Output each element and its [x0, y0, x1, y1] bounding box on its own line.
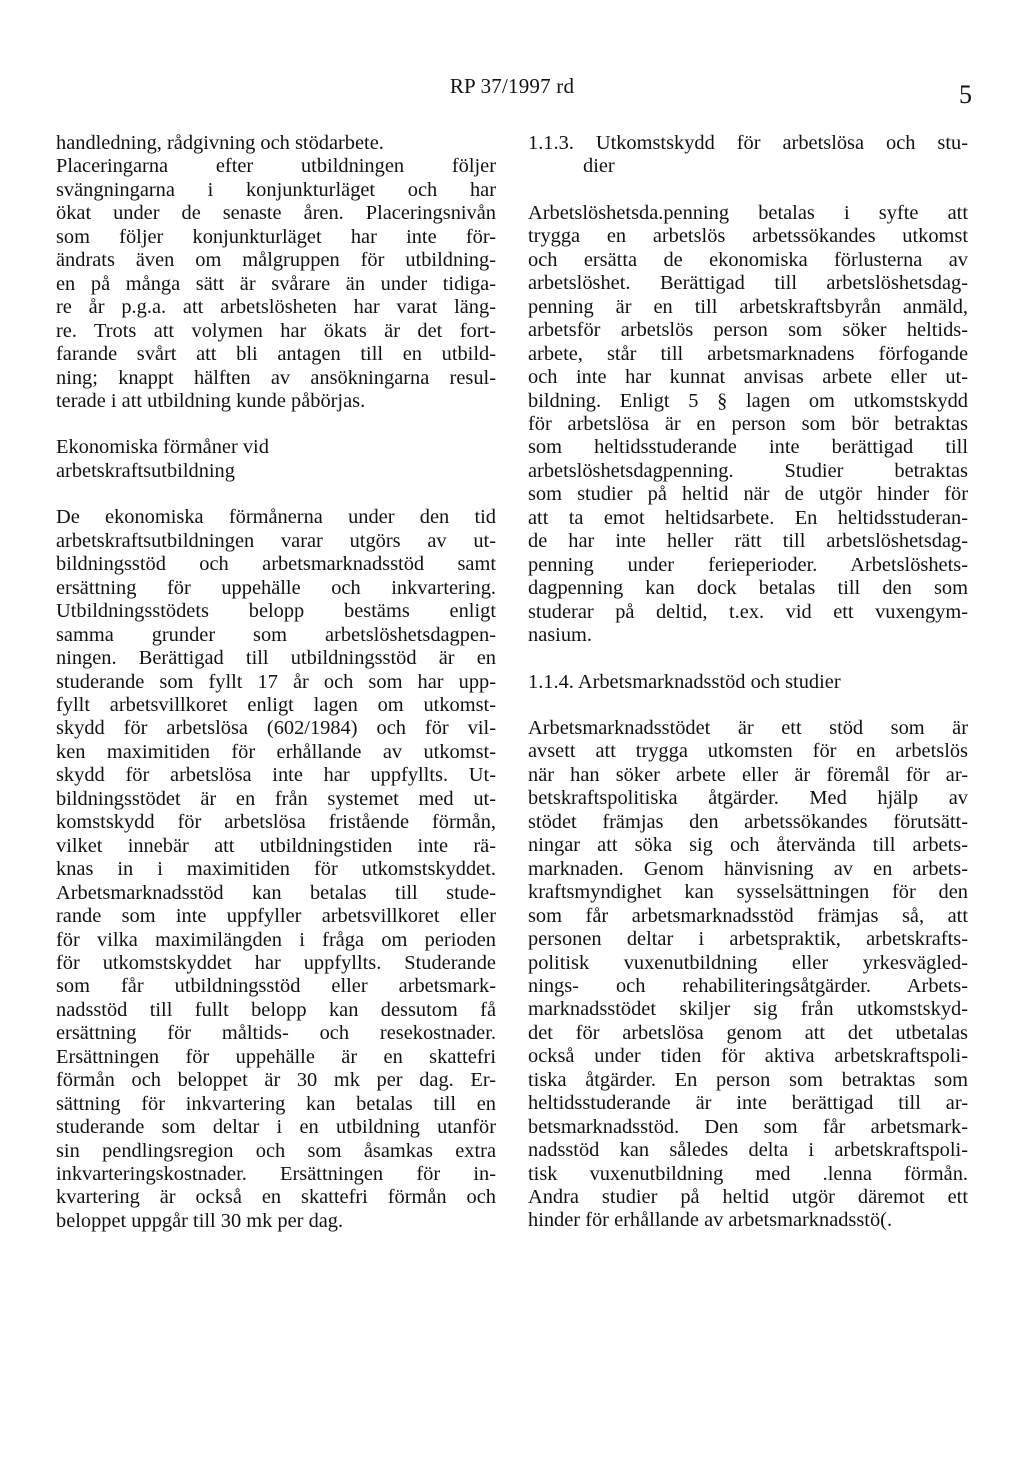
- text-line: studerande som fyllt 17 år och som har upp-: [56, 670, 496, 693]
- text-line: skydd för arbetslösa inte har uppfyllts. Ut-: [56, 764, 496, 787]
- text-line: arbete, står till arbetsmarknadens förfogande: [528, 342, 968, 365]
- text-line: inkvarteringskostnader. Ersättningen för in-: [56, 1163, 496, 1186]
- page-number: 5: [959, 80, 972, 109]
- text-line: som följer konjunkturläget har inte för-: [56, 225, 496, 248]
- text-line: skydd för arbetslösa (602/1984) och för vil-: [56, 717, 496, 740]
- text-line: studerar på deltid, t.ex. vid ett vuxengym-: [528, 600, 968, 623]
- paragraph-economic-benefits: [56, 506, 496, 1233]
- text-line: nasium.: [528, 624, 592, 647]
- text-line: fyllt arbetsvillkoret enligt lagen om utkomst-: [56, 693, 496, 716]
- paragraph-labour-market-support: [528, 717, 968, 1233]
- text-line: studerande som deltar i en utbildning utanför: [56, 1116, 496, 1139]
- text-line: ken maximitiden för erhållande av utkomst-: [56, 740, 496, 763]
- text-line: ning; knappt hälften av ansökningarna resul-: [56, 366, 496, 389]
- text-line: De ekonomiska förmånerna under den tid: [56, 506, 496, 529]
- text-line: nadsstöd kan således delta i arbetskraftspoli-: [528, 1139, 968, 1162]
- text-line: ökat under de senaste åren. Placeringsnivån: [56, 202, 496, 225]
- text-line: penning under ferieperioder. Arbetslöshets-: [528, 553, 968, 576]
- spacer: [528, 694, 968, 717]
- text-line: samma grunder som arbetslöshetsdagpen-: [56, 623, 496, 646]
- text-line: Utbildningsstödets belopp bestäms enligt: [56, 600, 496, 623]
- text-line: svängningarna i konjunkturläget och har: [56, 178, 496, 201]
- text-line: stödet främjas den arbetssökandes förutsätt-: [528, 810, 968, 833]
- text-line: beloppet uppgår till 30 mk per dag.: [56, 1209, 344, 1232]
- text-line: knas in i maximitiden för utkomstskyddet.: [56, 858, 496, 881]
- text-line: Placeringarna efter utbildningen följer: [56, 155, 496, 178]
- text-line: hinder för erhållande av arbetsmarknadsstö(.: [528, 1209, 893, 1232]
- text-line: Arbetsmarknadsstödet är ett stöd som är: [528, 716, 968, 739]
- heading-line: 1.1.4. Arbetsmarknadsstöd och studier: [528, 670, 841, 693]
- text-line: och inte har kunnat anvisas arbete eller ut-: [528, 366, 968, 389]
- text-line: nadsstöd till fullt belopp kan dessutom få: [56, 998, 496, 1021]
- text-line: avsett att trygga utkomsten för en arbetslös: [528, 740, 968, 763]
- text-line: förmån och beloppet är 30 mk per dag. Er-: [56, 1069, 496, 1092]
- text-line: ändrats även om målgruppen för utbildning-: [56, 249, 496, 272]
- text-line: när han söker arbete eller är föremål för ar-: [528, 763, 968, 786]
- text-line: arbetslöshet. Berättigad till arbetslöshetsdag-: [528, 272, 968, 295]
- text-line: ersättning för måltids- och resekostnader.: [56, 1022, 496, 1045]
- text-line: tisk vuxenutbildning med .lenna förmån.: [528, 1162, 968, 1185]
- text-line: de har inte heller rätt till arbetslöshetsdag-: [528, 530, 968, 553]
- text-line: betsmarknadsstöd. Den som får arbetsmark-: [528, 1115, 968, 1138]
- text-line: Arbetslöshetsda.penning betalas i syfte att: [528, 201, 968, 224]
- text-line: dagpenning kan dock betalas till den som: [528, 577, 968, 600]
- text-line: det för arbetslösa genom att det utbetalas: [528, 1021, 968, 1044]
- text-line: kvartering är också en skattefri förmån och: [56, 1186, 496, 1209]
- text-line: sättning för inkvartering kan betalas till en: [56, 1092, 496, 1115]
- text-line: också under tiden för aktiva arbetskraftspoli-: [528, 1045, 968, 1068]
- text-line: heltidsstuderande är inte berättigad till ar-: [528, 1092, 968, 1115]
- page-header: [0, 74, 1024, 114]
- text-line: som får utbildningsstöd eller arbetsmark-: [56, 975, 496, 998]
- text-line: bildningsstödet är en från systemet med ut-: [56, 787, 496, 810]
- text-line: penning är en till arbetskraftsbyrån anmäld,: [528, 295, 968, 318]
- document-reference: RP 37/1997 rd: [449, 74, 575, 98]
- spacer: [56, 413, 496, 436]
- text-line: marknadsstödet skiljer sig från utkomstskyd-: [528, 998, 968, 1021]
- text-line: Arbetsmarknadsstöd kan betalas till stude-: [56, 881, 496, 904]
- text-line: farande svårt att bli antagen till en utbild-: [56, 343, 496, 366]
- text-line: arbetslöshetsdagpenning. Studier betraktas: [528, 459, 968, 482]
- section-heading-economic-benefits: [56, 436, 496, 483]
- text-line: som heltidsstuderande inte berättigad till: [528, 436, 968, 459]
- text-line: för utkomstskyddet har uppfyllts. Studerande: [56, 951, 496, 974]
- left-column: [56, 132, 496, 1233]
- text-line: ningar att söka sig och återvända till arbets-: [528, 834, 968, 857]
- text-line: marknaden. Genom hänvisning av en arbets-: [528, 857, 968, 880]
- text-line: vilket innebär att utbildningstiden inte rä-: [56, 834, 496, 857]
- text-line: bildning. Enligt 5 § lagen om utkomstskydd: [528, 389, 968, 412]
- text-line: bildningsstöd och arbetsmarknadsstöd samt: [56, 553, 496, 576]
- text-line: nings- och rehabiliteringsåtgärder. Arbets-: [528, 974, 968, 997]
- text-line: som studier på heltid när de utgör hinder för: [528, 483, 968, 506]
- text-line: re år p.g.a. att arbetslösheten har varat läng-: [56, 296, 496, 319]
- text-line: arbetsför arbetslös person som söker heltids-: [528, 319, 968, 342]
- paragraph-placements: [56, 132, 496, 413]
- text-line: rande som inte uppfyller arbetsvillkoret eller: [56, 905, 496, 928]
- section-heading-1-1-3: [528, 132, 968, 179]
- text-line: trygga en arbetslös arbetssökandes utkomst: [528, 225, 968, 248]
- right-column: [528, 132, 968, 1233]
- text-line: terade i att utbildning kunde påbörjas.: [56, 389, 366, 412]
- heading-line: Ekonomiska förmåner vid: [56, 436, 269, 459]
- text-line: ningen. Berättigad till utbildningsstöd är en: [56, 647, 496, 670]
- text-line: ersättning för uppehälle och inkvartering.: [56, 576, 496, 599]
- heading-line: dier: [583, 155, 615, 178]
- text-line: för arbetslösa är en person som bör betraktas: [528, 412, 968, 435]
- text-line: personen deltar i arbetspraktik, arbetskrafts-: [528, 928, 968, 951]
- heading-line: arbetskraftsutbildning: [56, 459, 235, 482]
- spacer: [528, 179, 968, 202]
- text-line: att ta emot heltidsarbete. En heltidsstuderan-: [528, 506, 968, 529]
- text-line: tiska åtgärder. En person som betraktas som: [528, 1068, 968, 1091]
- text-line: sin pendlingsregion och som åsamkas extra: [56, 1139, 496, 1162]
- text-line: Andra studier på heltid utgör däremot ett: [528, 1186, 968, 1209]
- spacer: [528, 648, 968, 671]
- text-line: komstskydd för arbetslösa fristående förmån,: [56, 811, 496, 834]
- text-line: arbetskraftsutbildningen varar utgörs av ut-: [56, 529, 496, 552]
- text-line: politisk vuxenutbildning eller yrkesvägled-: [528, 951, 968, 974]
- text-line: för vilka maximilängden i fråga om perioden: [56, 928, 496, 951]
- text-line: som får arbetsmarknadsstöd främjas så, att: [528, 904, 968, 927]
- text-line: och ersätta de ekonomiska förlusterna av: [528, 248, 968, 271]
- text-line: en på många sätt är svårare än under tidiga-: [56, 272, 496, 295]
- text-line: handledning, rådgivning och stödarbete.: [56, 132, 384, 154]
- paragraph-unemployment-allowance: [528, 202, 968, 648]
- spacer: [56, 483, 496, 506]
- heading-line: 1.1.3. Utkomstskydd för arbetslösa och stu-: [528, 132, 968, 154]
- text-line: re. Trots att volymen har ökats är det fort-: [56, 319, 496, 342]
- text-line: betskraftspolitiska åtgärder. Med hjälp av: [528, 787, 968, 810]
- text-line: Ersättningen för uppehälle är en skattefri: [56, 1045, 496, 1068]
- section-heading-1-1-4: [528, 671, 968, 694]
- text-line: kraftsmyndighet kan sysselsättningen för den: [528, 881, 968, 904]
